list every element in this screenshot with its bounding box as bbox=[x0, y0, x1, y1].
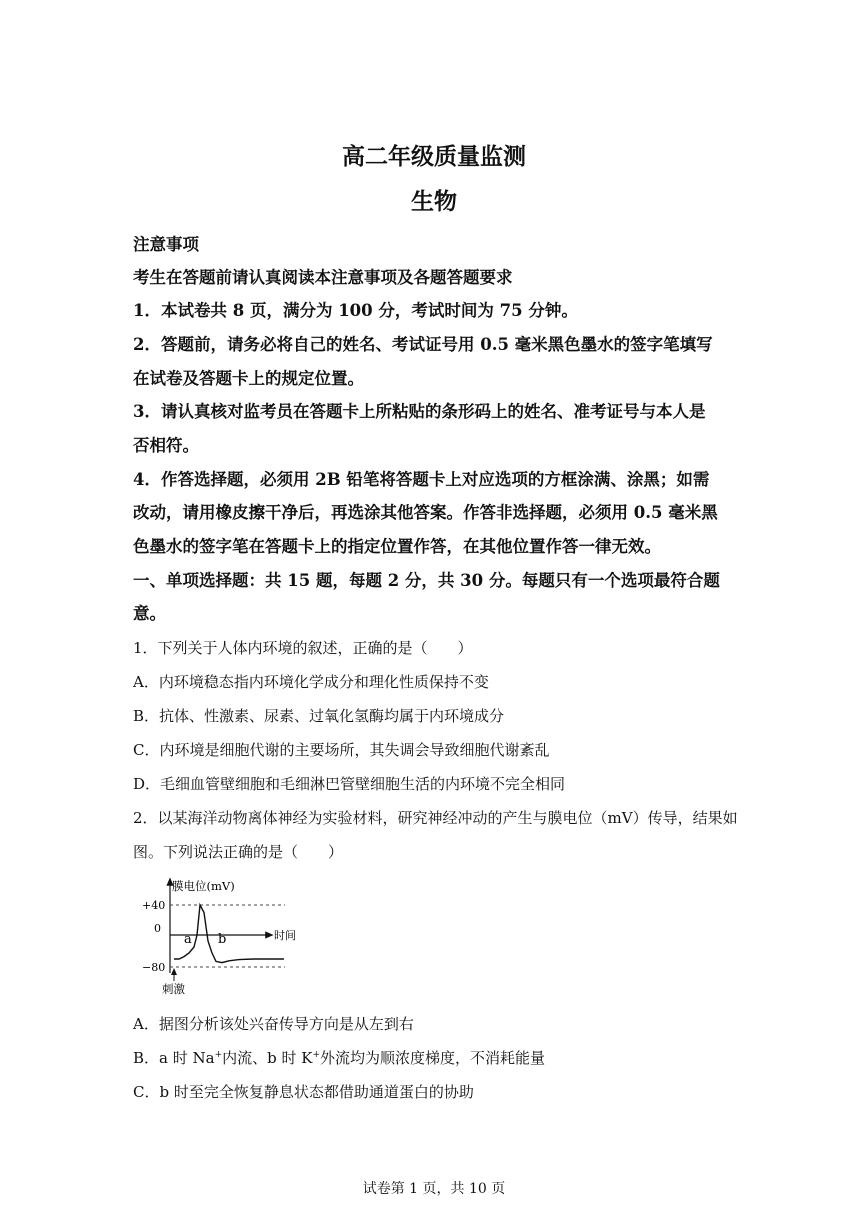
q2-stem-line2: 图。下列说法正确的是（ ） bbox=[133, 843, 344, 861]
notice-heading: 注意事项 bbox=[133, 235, 199, 254]
q1-option-a: A．内环境稳态指内环境化学成分和理化性质保持不变 bbox=[133, 673, 489, 691]
x-axis-label: 时间 bbox=[274, 929, 296, 942]
section1-heading-line1: 一、单项选择题：共 15 题，每题 2 分，共 30 分。每题只有一个选项最符合题 bbox=[133, 571, 720, 590]
q2-option-b-sup1: + bbox=[214, 1050, 223, 1060]
subject-title: 生物 bbox=[411, 188, 457, 215]
label-a: a bbox=[184, 932, 192, 947]
section1-heading-line2: 意。 bbox=[133, 604, 166, 623]
membrane-potential-chart bbox=[140, 873, 310, 998]
q2-stem-line1: 2．以某海洋动物离体神经为实验材料，研究神经冲动的产生与膜电位（mV）传导，结果如 bbox=[133, 809, 738, 827]
q1-option-b: B．抗体、性激素、尿素、过氧化氢酶均属于内环境成分 bbox=[133, 707, 505, 725]
q2-option-b-pre: B．a 时 Na bbox=[133, 1049, 215, 1067]
tick-label-pos40: +40 bbox=[142, 899, 166, 912]
notice-item-3-line1: 3．请认真核对监考员在答题卡上所粘贴的条形码上的姓名、准考证号与本人是 bbox=[133, 402, 706, 421]
notice-item-1: 1．本试卷共 8 页，满分为 100 分，考试时间为 75 分钟。 bbox=[133, 301, 578, 320]
page-footer: 试卷第 1 页，共 10 页 bbox=[362, 1181, 506, 1197]
q1-option-d: D．毛细血管壁细胞和毛细淋巴管壁细胞生活的内环境不完全相同 bbox=[133, 775, 566, 793]
q2-option-b-sup2: + bbox=[312, 1050, 321, 1060]
notice-item-3-line2: 否相符。 bbox=[133, 436, 199, 455]
stimulus-label: 刺激 bbox=[162, 982, 185, 996]
y-axis-label: 膜电位(mV) bbox=[172, 879, 235, 893]
q2-option-b bbox=[133, 1047, 545, 1068]
notice-item-2-line1: 2．答题前，请务必将自己的姓名、考试证号用 0.5 毫米黑色墨水的签字笔填写 bbox=[133, 335, 713, 354]
notice-item-4-line2: 改动，请用橡皮擦干净后，再选涂其他答案。作答非选择题，必须用 0.5 毫米黑 bbox=[133, 503, 718, 522]
q1-stem: 1．下列关于人体内环境的叙述，正确的是（ ） bbox=[133, 639, 473, 657]
notice-item-2-line2: 在试卷及答题卡上的规定位置。 bbox=[133, 369, 364, 388]
q2-option-c: C．b 时至完全恢复静息状态都借助通道蛋白的协助 bbox=[133, 1083, 474, 1101]
q2-option-b-mid: 内流、b 时 K bbox=[222, 1049, 313, 1067]
notice-intro: 考生在答题前请认真阅读本注意事项及各题答题要求 bbox=[133, 268, 513, 287]
tick-label-neg80: −80 bbox=[142, 961, 166, 974]
q1-option-c: C．内环境是细胞代谢的主要场所，其失调会导致细胞代谢紊乱 bbox=[133, 741, 550, 759]
tick-label-zero: 0 bbox=[154, 922, 161, 935]
q2-option-b-post: 外流均为顺浓度梯度，不消耗能量 bbox=[320, 1049, 546, 1067]
q2-option-a: A．据图分析该处兴奋传导方向是从左到右 bbox=[133, 1015, 414, 1033]
label-b: b bbox=[218, 932, 227, 947]
notice-item-4-line3: 色墨水的签字笔在答题卡上的指定位置作答，在其他位置作答一律无效。 bbox=[133, 537, 661, 556]
notice-item-4-line1: 4．作答选择题，必须用 2B 铅笔将答题卡上对应选项的方框涂满、涂黑；如需 bbox=[133, 470, 710, 489]
exam-title: 高二年级质量监测 bbox=[342, 143, 526, 170]
